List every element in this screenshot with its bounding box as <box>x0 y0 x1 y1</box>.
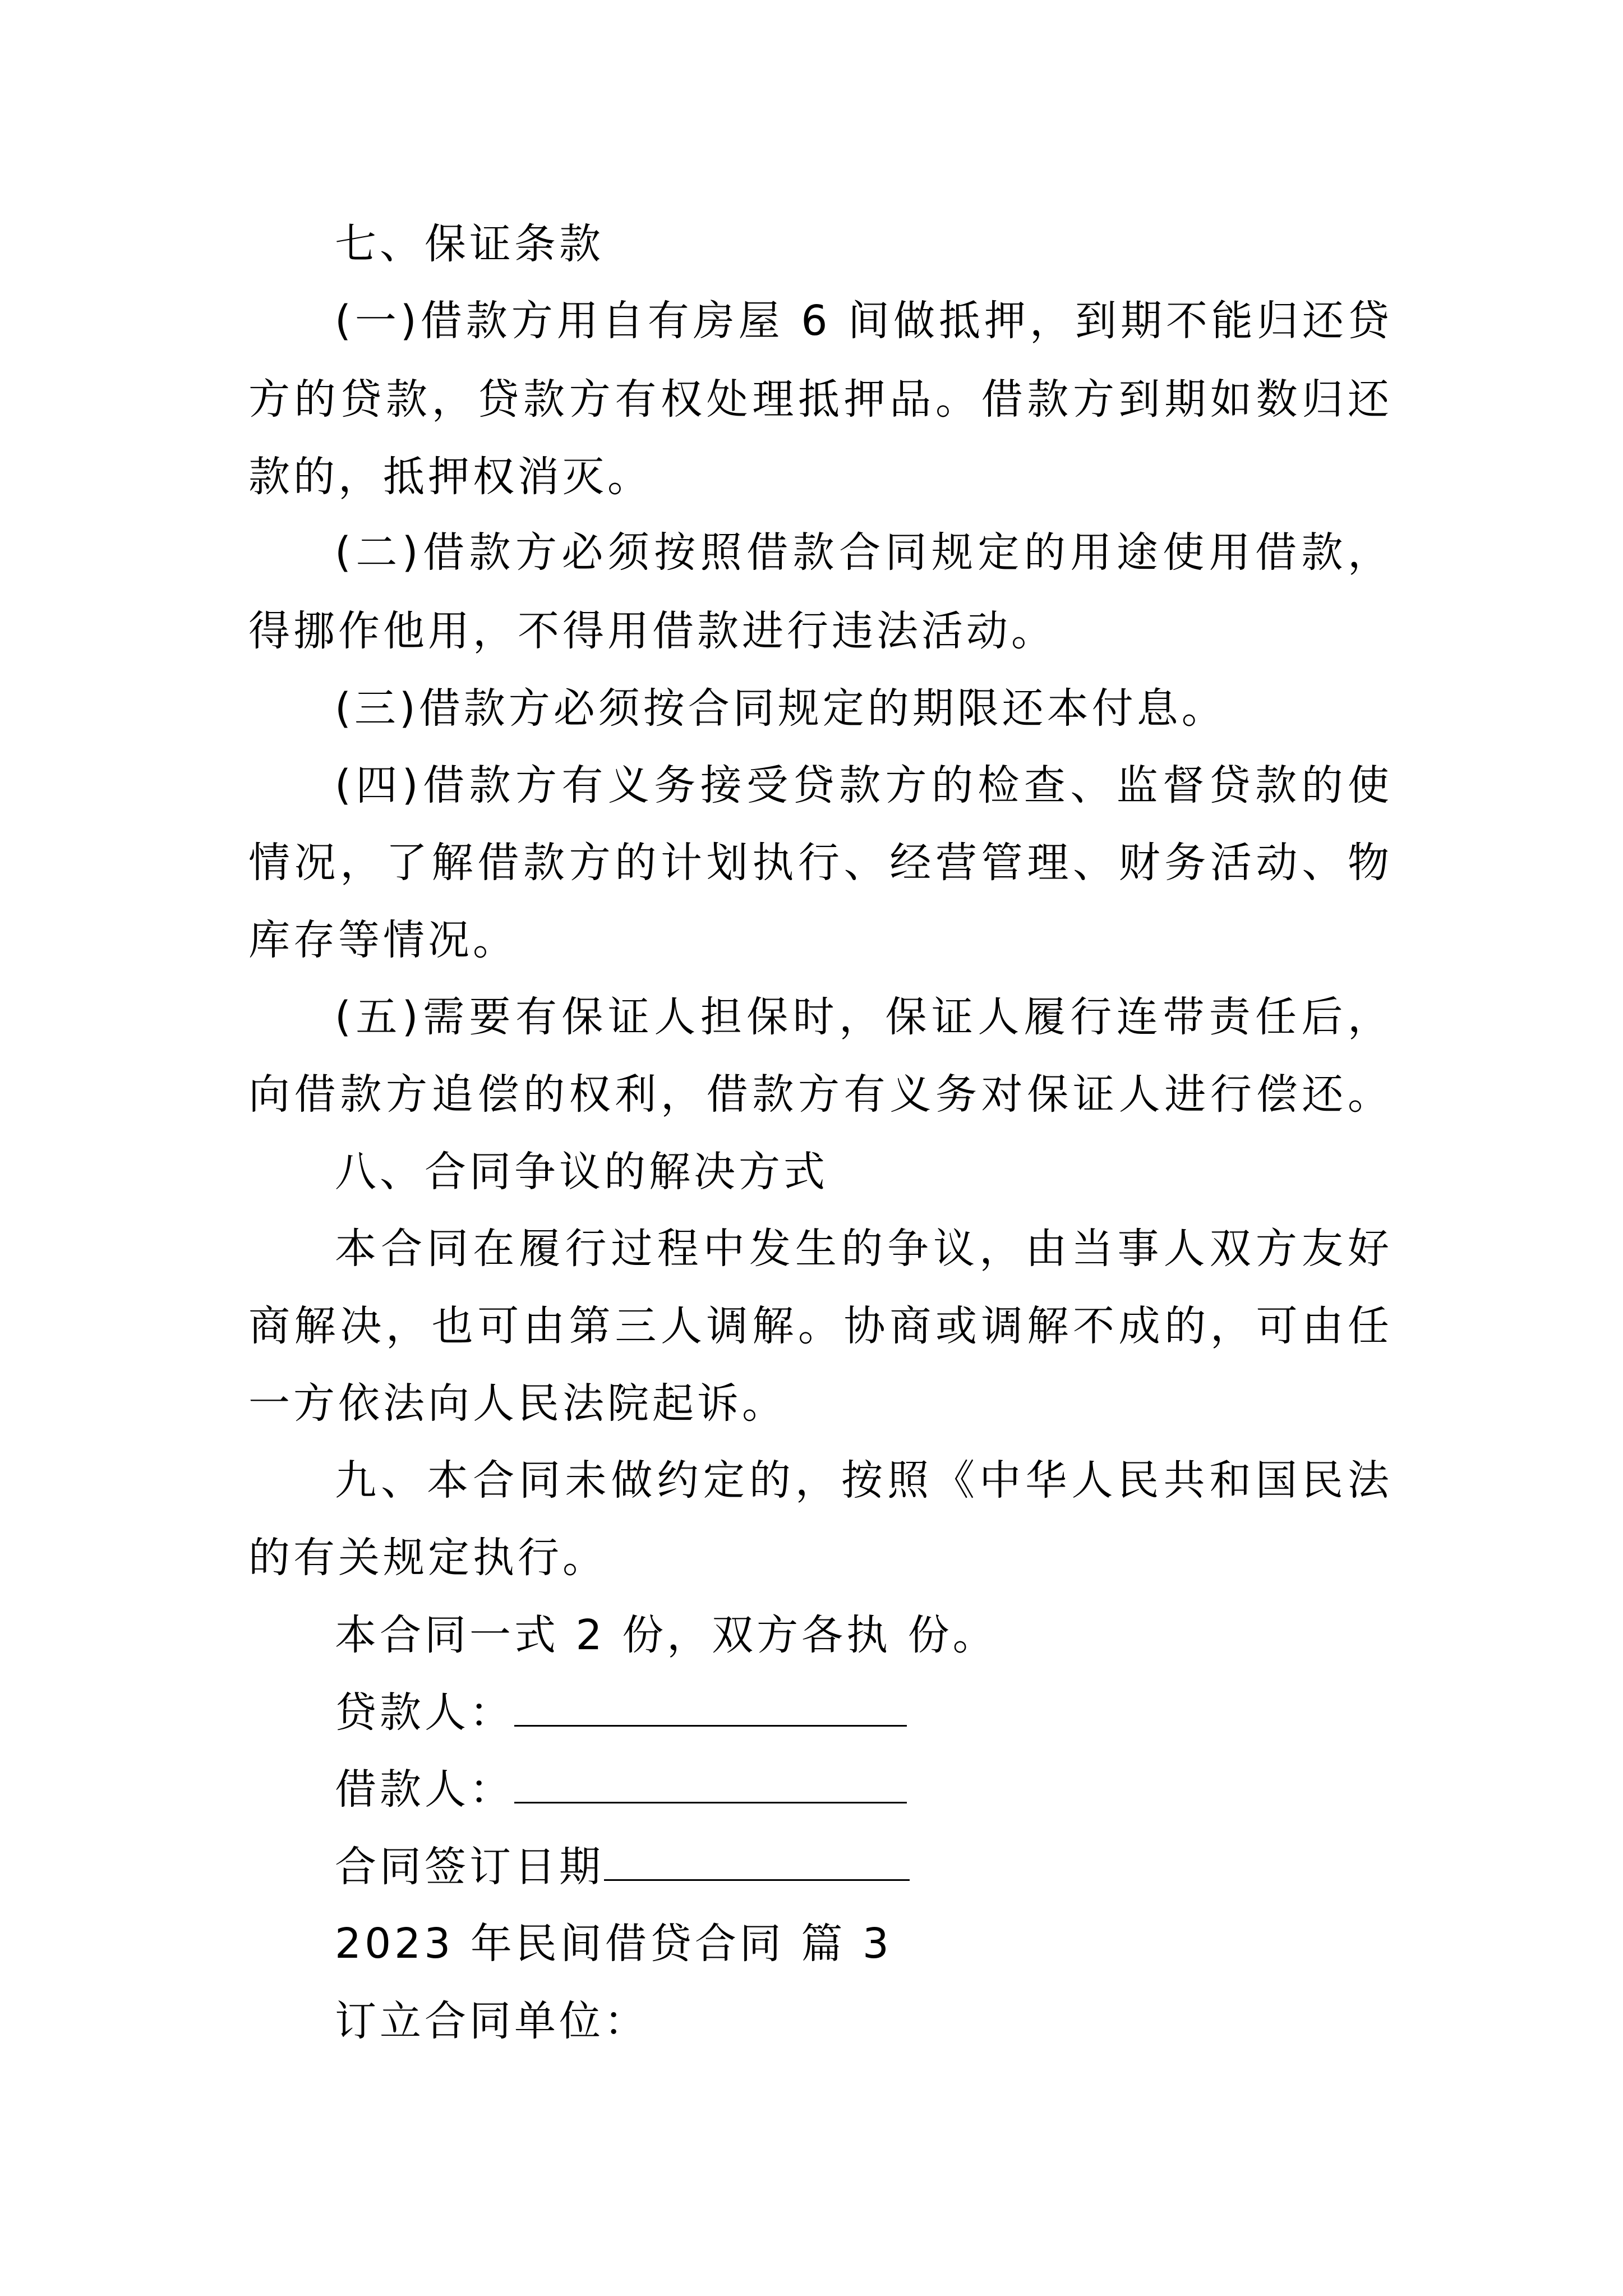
section-9-line-1: 九、本合同未做约定的，按照《中华人民共和国民法 <box>335 1456 1393 1504</box>
section-8-line-3: 一方依法向人民法院起诉。 <box>248 1379 787 1428</box>
clause-1-line-3: 款的，抵押权消灭。 <box>248 453 652 501</box>
contracting-parties-label: 订立合同单位： <box>335 1997 649 2045</box>
borrower-signature-line <box>514 1767 907 1803</box>
clause-4-line-2: 情况，了解借款方的计划执行、经营管理、财务活动、物 <box>248 839 1393 887</box>
section-8-line-1: 本合同在履行过程中发生的争议，由当事人双方友好 <box>335 1225 1393 1273</box>
date-signature-row <box>335 1839 1479 1895</box>
lender-signature-row <box>335 1685 1479 1741</box>
clause-4-line-1: (四)借款方有义务接受贷款方的检查、监督贷款的使 <box>335 761 1393 809</box>
copies-statement: 本合同一式 2 份，双方各执 份。 <box>335 1611 998 1659</box>
section-8-line-2: 商解决，也可由第三人调解。协商或调解不成的，可由任 <box>248 1302 1393 1350</box>
lender-signature-line <box>514 1690 907 1727</box>
clause-3-line-1: (三)借款方必须按合同规定的期限还本付息。 <box>335 684 1227 733</box>
clause-5-line-1: (五)需要有保证人担保时，保证人履行连带责任后， <box>335 993 1393 1041</box>
clause-1-line-2: 方的贷款，贷款方有权处理抵押品。借款方到期如数归还 <box>248 375 1393 424</box>
section-7-title: 七、保证条款 <box>335 220 604 268</box>
borrower-signature-row <box>335 1761 1479 1818</box>
section-8-title: 八、合同争议的解决方式 <box>335 1148 828 1196</box>
date-label: 合同签订日期 <box>335 1843 604 1891</box>
clause-2-line-2: 得挪作他用，不得用借款进行违法活动。 <box>248 607 1056 655</box>
clause-4-line-3: 库存等情况。 <box>248 916 518 964</box>
clause-5-line-2: 向借款方追偿的权利，借款方有义务对保证人进行偿还。 <box>248 1070 1393 1119</box>
section-9-line-2: 的有关规定执行。 <box>248 1534 607 1582</box>
clause-2-line-1: (二)借款方必须按照借款合同规定的用途使用借款， <box>335 528 1393 577</box>
date-signature-line <box>604 1844 910 1881</box>
clause-1-line-1: (一)借款方用自有房屋 6 间做抵押，到期不能归还贷 <box>335 297 1393 345</box>
lender-label: 贷款人： <box>335 1688 514 1737</box>
next-contract-title: 2023 年民间借贷合同 篇 3 <box>335 1920 892 1968</box>
borrower-label: 借款人： <box>335 1765 514 1814</box>
